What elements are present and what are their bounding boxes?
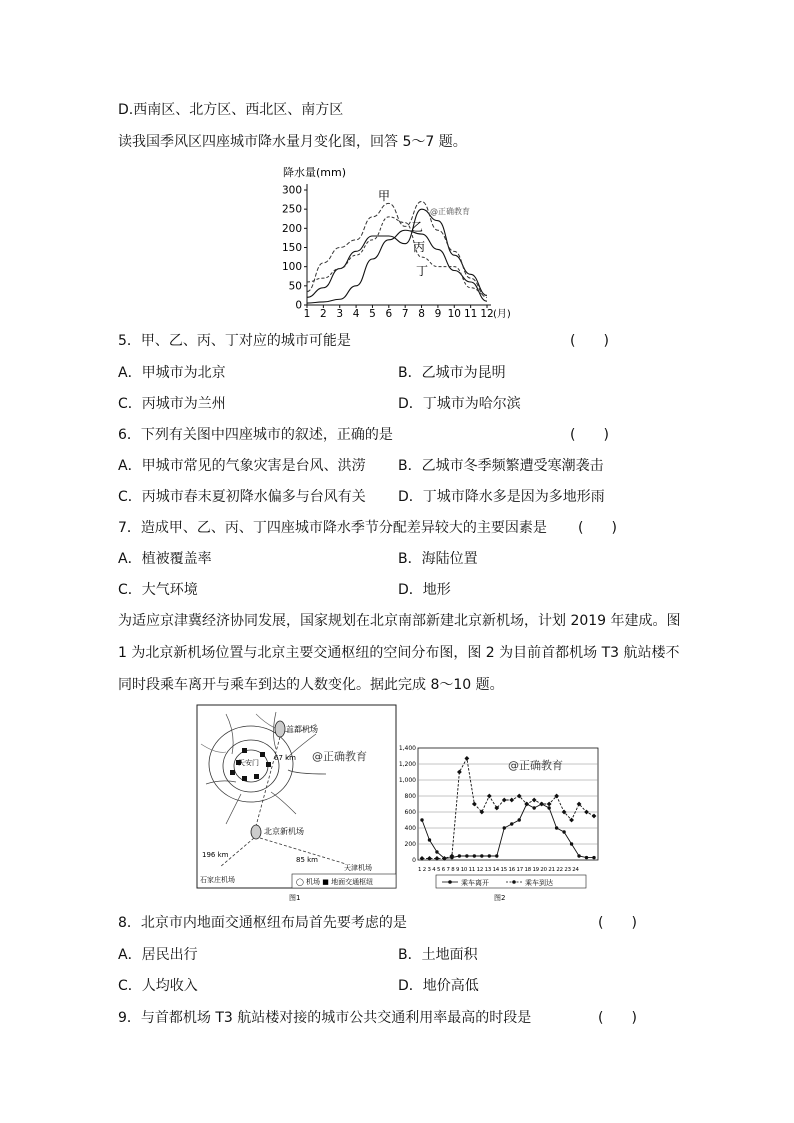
question-8: 8．北京市内地面交通枢纽布局首先要考虑的是	[118, 915, 407, 931]
chart2-point-depart	[480, 854, 483, 857]
q8-option-c: C．人均收入	[118, 978, 198, 994]
q6-option-a: A．甲城市常见的气象灾害是台风、洪涝	[118, 458, 366, 474]
chart1-ytick-label: 0	[295, 299, 302, 312]
chart2-ytick-label: 400	[404, 825, 416, 832]
chart1-ytick-label: 100	[281, 261, 302, 274]
intro-8-10-line3: 同时段乘车离开与乘车到达的人数变化。据此完成 8～10 题。	[118, 677, 504, 693]
chart2-ytick-label: 800	[404, 793, 416, 800]
map-legend: ◯ 机场 ■ 地面交通枢纽	[296, 878, 374, 886]
q7-option-a: A．植被覆盖率	[118, 551, 212, 567]
chart2-point-depart	[428, 838, 431, 841]
hub-icon	[266, 762, 271, 767]
question-9: 9．与首都机场 T3 航站楼对接的城市公共交通利用率最高的时段是	[118, 1010, 532, 1026]
chart2-point-arrive	[472, 802, 477, 807]
chart2-point-depart	[473, 854, 476, 857]
chart2-ytick-label: 0	[412, 857, 416, 864]
answer-paren-7: ( )	[578, 520, 617, 536]
chart1-xtick-label: 7	[401, 308, 409, 320]
q8-option-a: A．居民出行	[118, 947, 198, 963]
chart2-point-depart	[555, 826, 558, 829]
intro-8-10-line2: 1 为北京新机场位置与北京主要交通枢纽的空间分布图，图 2 为目前首都机场 T3 航站楼不	[118, 645, 680, 661]
answer-paren-9: ( )	[598, 1010, 637, 1026]
chart2-point-depart	[435, 850, 438, 853]
legend-depart: 乘车离开	[461, 879, 489, 887]
q6-option-d: D．丁城市降水多是因为多地形雨	[398, 489, 605, 505]
q6-option-b: B．乙城市冬季频繁遭受寒潮袭击	[398, 458, 604, 474]
chart2-point-depart	[488, 854, 491, 857]
chart2-point-arrive	[584, 810, 589, 815]
new-airport-icon	[251, 825, 261, 839]
chart1-xtick-label: 1	[303, 308, 311, 320]
chart2-point-arrive	[464, 756, 469, 761]
chart2-point-arrive	[592, 814, 597, 819]
tiananmen-label: 天安门	[238, 759, 259, 767]
chart1-xtick-label: 10	[447, 308, 461, 320]
q7-option-d: D．地形	[398, 582, 451, 598]
chart2-series-line-2	[422, 758, 594, 858]
chart1-xtick-label: 8	[418, 308, 425, 320]
chart1-xtick-label: 3	[336, 308, 344, 320]
chart2-point-arrive	[502, 798, 507, 803]
series-line-4	[307, 217, 487, 296]
series-label-bing: 丙	[413, 240, 426, 254]
intro-8-10-line1: 为适应京津冀经济协同发展，国家规划在北京南部新建北京新机场，计划 2019 年建成。图	[118, 613, 681, 629]
chart2-point-depart	[518, 818, 521, 821]
precipitation-chart	[275, 162, 525, 322]
chart1-ylabel: 降水量(mm)	[283, 166, 347, 179]
series-label-yi: 乙	[411, 220, 424, 234]
answer-paren-8: ( )	[598, 915, 637, 931]
tianjin-airport-label: 天津机场	[344, 864, 372, 872]
q5-option-d: D．丁城市为哈尔滨	[398, 396, 521, 412]
chart2-point-arrive	[569, 818, 574, 823]
q6-option-c: C．丙城市春末夏初降水偏多与台风有关	[118, 489, 366, 505]
chart1-ytick-label: 300	[281, 184, 302, 197]
series-line-3	[307, 230, 487, 303]
series-label-ding: 丁	[416, 264, 429, 278]
chart2-point-depart	[547, 806, 550, 809]
chart2-point-depart	[495, 854, 498, 857]
hub-icon	[230, 770, 235, 775]
dist-196-label: 196 km	[202, 851, 229, 859]
chart1-xtick-label: 9	[434, 308, 442, 320]
q8-option-d: D．地价高低	[398, 978, 479, 994]
figure-1-caption: 图1	[289, 894, 301, 902]
chart2-ytick-label: 1,000	[398, 777, 416, 784]
chart1-xtick-label: 2	[320, 308, 327, 320]
chart1-xtick-label: 5	[369, 308, 376, 320]
question-7: 7．造成甲、乙、丙、丁四座城市降水季节分配差异较大的主要因素是	[118, 520, 547, 536]
q5-option-c: C．丙城市为兰州	[118, 396, 226, 412]
chart2-point-arrive	[539, 802, 544, 807]
chart2-point-depart	[592, 856, 595, 859]
answer-paren-5: ( )	[570, 333, 609, 349]
question-5: 5．甲、乙、丙、丁对应的城市可能是	[118, 333, 351, 349]
dist-67-label: 67 km	[274, 754, 297, 762]
chart1-xtick-label: 12	[480, 308, 494, 320]
chart2-xticks: 1 2 3 4 5 6 7 8 9 10 11 12 13 14 15 16 17 18 19 20 21 22 23 24	[418, 867, 579, 873]
answer-paren-6: ( )	[570, 427, 609, 443]
chart2-ytick-label: 1,200	[398, 761, 416, 768]
airport-map	[196, 704, 398, 904]
q5-option-a: A．甲城市为北京	[118, 365, 226, 381]
dist-85-label: 85 km	[296, 856, 319, 864]
chart2-point-arrive	[457, 770, 462, 775]
map-watermark: @正确教育	[312, 750, 367, 763]
chart1-watermark: @正确教育	[430, 207, 470, 216]
chart2-point-depart	[503, 826, 506, 829]
chart2-point-depart	[585, 856, 588, 859]
chart1-ytick-label: 200	[281, 222, 302, 235]
chart2-point-depart	[420, 818, 423, 821]
legend-arrive: 乘车到达	[525, 879, 553, 887]
q5-option-b: B．乙城市为昆明	[398, 365, 506, 381]
chart2-point-arrive	[532, 798, 537, 803]
q7-option-b: B．海陆位置	[398, 551, 478, 567]
chart2-ytick-label: 200	[404, 841, 416, 848]
capital-airport-icon	[275, 721, 285, 737]
new-airport-label: 北京新机场	[264, 827, 304, 836]
q8-option-b: B．土地面积	[398, 947, 478, 963]
capital-airport-label: 首都机场	[286, 725, 318, 734]
chart2-point-depart	[577, 854, 580, 857]
chart1-xtick-label: 6	[385, 308, 393, 320]
chart2-watermark: @正确教育	[508, 759, 563, 772]
hub-icon	[242, 776, 247, 781]
chart2-ytick-label: 600	[404, 809, 416, 816]
chart2-point-depart	[532, 806, 535, 809]
chart1-ytick-label: 250	[281, 203, 302, 216]
hub-icon	[254, 774, 259, 779]
chart2-point-arrive	[547, 802, 552, 807]
chart1-xtick-label: 11	[463, 308, 478, 320]
q7-option-c: C．大气环境	[118, 582, 198, 598]
chart2-ytick-label: 1,400	[398, 745, 416, 752]
chart2-point-arrive	[487, 794, 492, 799]
passenger-chart	[398, 742, 602, 904]
chart1-xunit: (月)	[493, 309, 511, 320]
chart2-point-depart	[465, 854, 468, 857]
hub-icon	[260, 752, 265, 757]
prev-option-d: D.西南区、北方区、西北区、南方区	[118, 102, 344, 118]
chart2-point-depart	[510, 822, 513, 825]
chart1-ytick-label: 50	[288, 280, 302, 293]
question-6: 6．下列有关图中四座城市的叙述，正确的是	[118, 427, 393, 443]
chart1-ytick-label: 150	[281, 242, 302, 254]
chart1-xtick-label: 4	[352, 308, 360, 320]
series-label-jia: 甲	[378, 189, 391, 203]
chart2-point-depart	[458, 854, 461, 857]
chart2-point-depart	[570, 842, 573, 845]
shijiazhuang-airport-label: 石家庄机场	[200, 876, 235, 884]
series-line-1	[307, 209, 487, 297]
chart2-point-depart	[562, 830, 565, 833]
intro-5-7: 读我国季风区四座城市降水量月变化图，回答 5～7 题。	[118, 134, 467, 150]
figure-2-caption: 图2	[494, 894, 506, 902]
hub-icon	[242, 748, 247, 753]
chart2-point-arrive	[509, 798, 514, 803]
chart2-point-arrive	[524, 802, 529, 807]
